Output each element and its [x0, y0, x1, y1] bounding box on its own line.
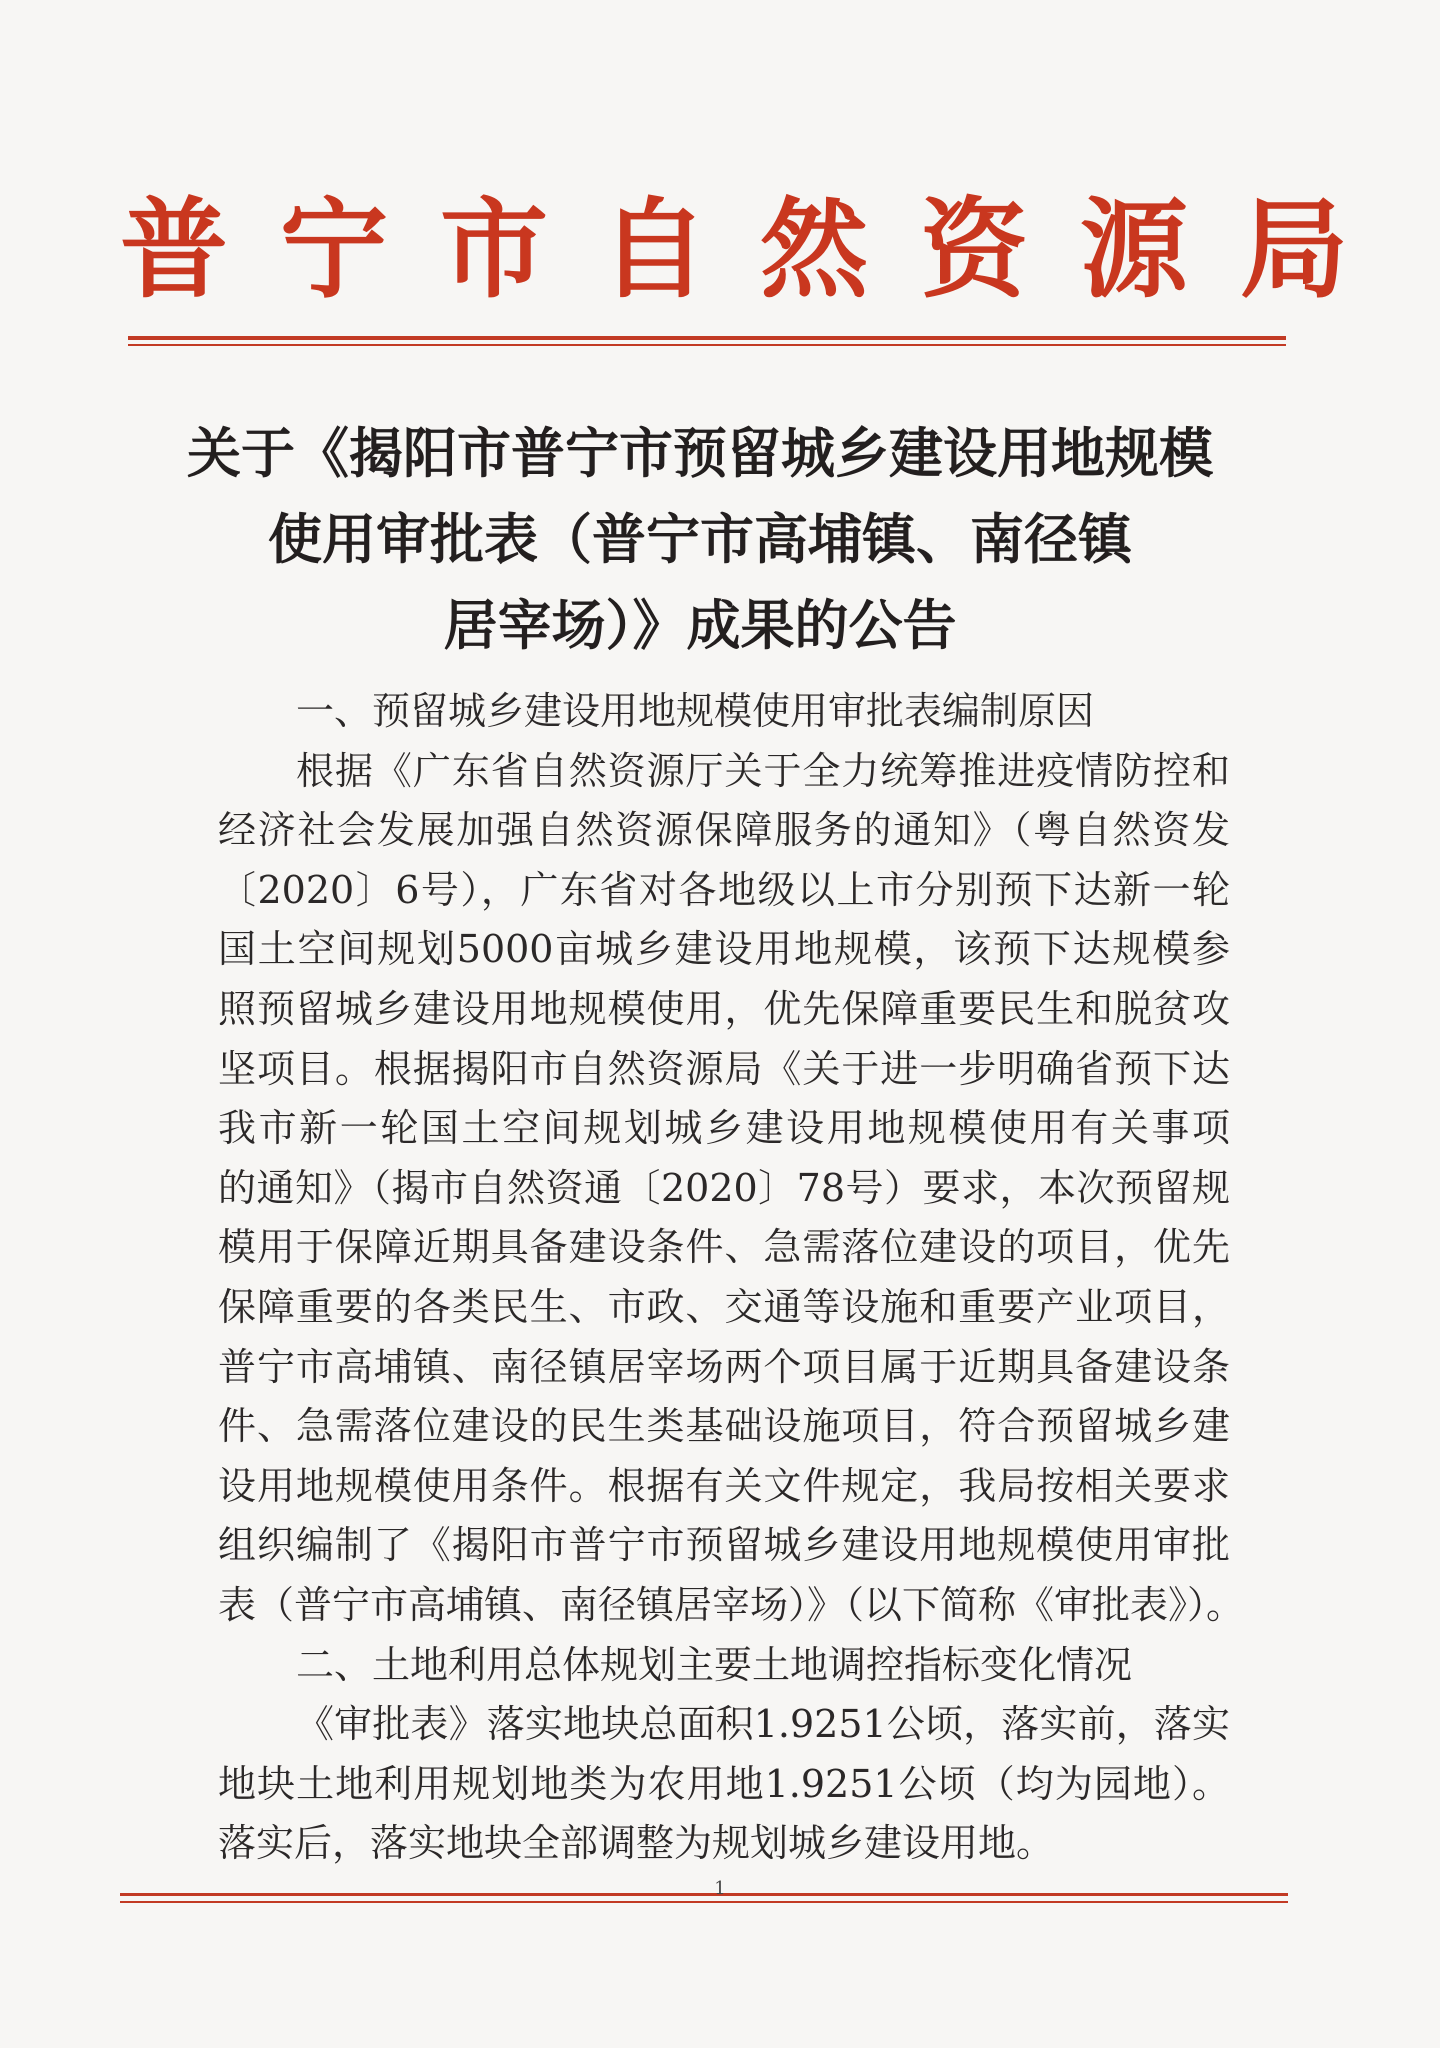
body-line: 设用地规模使用条件。根据有关文件规定，我局按相关要求: [218, 1463, 1230, 1508]
body-line: 表（普宁市高埔镇、南径镇居宰场）》（以下简称《审批表》）。: [218, 1582, 1245, 1627]
page-number: 1: [714, 1878, 726, 1899]
body-line: 件、急需落位建设的民生类基础设施项目，符合预留城乡建: [218, 1404, 1230, 1449]
document-body: [218, 682, 1245, 1874]
body-line: 保障重要的各类民生、市政、交通等设施和重要产业项目，: [218, 1284, 1230, 1329]
section-heading-1: 一、预留城乡建设用地规模使用审批表编制原因: [296, 689, 1095, 733]
body-line: 模用于保障近期具备建设条件、急需落位建设的项目，优先: [218, 1225, 1230, 1270]
title-line: 关于《揭阳市普宁市预留城乡建设用地规模: [187, 421, 1213, 485]
body-line: 组织编制了《揭阳市普宁市预留城乡建设用地规模使用审批: [218, 1523, 1230, 1568]
body-line: 照预留城乡建设用地规模使用，优先保障重要民生和脱贫攻: [218, 986, 1230, 1031]
body-line: 地块土地利用规划地类为农用地1.9251公顷（均为园地）。: [218, 1761, 1230, 1806]
title-line: 居宰场）》成果的公告: [443, 593, 957, 657]
body-line: 〔2020〕6号），广东省对各地级以上市分别预下达新一轮: [218, 867, 1230, 912]
body-line: 《审批表》落实地块总面积1.9251公顷，落实前，落实: [296, 1702, 1230, 1747]
body-line: 根据《广东省自然资源厅关于全力统筹推进疫情防控和: [296, 748, 1230, 793]
body-line: 坚项目。根据揭阳市自然资源局《关于进一步明确省预下达: [218, 1046, 1230, 1091]
body-line: 落实后，落实地块全部调整为规划城乡建设用地。: [218, 1821, 1055, 1866]
section-heading-2: 二、土地利用总体规划主要土地调控指标变化情况: [296, 1642, 1133, 1687]
document-title: [160, 410, 1240, 668]
body-line: 普宁市高埔镇、南径镇居宰场两个项目属于近期具备建设条: [218, 1344, 1230, 1389]
title-line: 使用审批表（普宁市高埔镇、南径镇: [268, 507, 1132, 571]
body-line: 国土空间规划5000亩城乡建设用地规模，该预下达规模参: [218, 927, 1230, 972]
body-line: 经济社会发展加强自然资源保障服务的通知》（粤自然资发: [218, 808, 1230, 853]
body-line: 的通知》（揭市自然资通〔2020〕78号）要求，本次预留规: [218, 1165, 1230, 1210]
agency-masthead: 普宁市自然资源局: [120, 187, 1401, 313]
body-line: 我市新一轮国土空间规划城乡建设用地规模使用有关事项: [218, 1106, 1230, 1151]
masthead-double-rule: [128, 336, 1286, 340]
